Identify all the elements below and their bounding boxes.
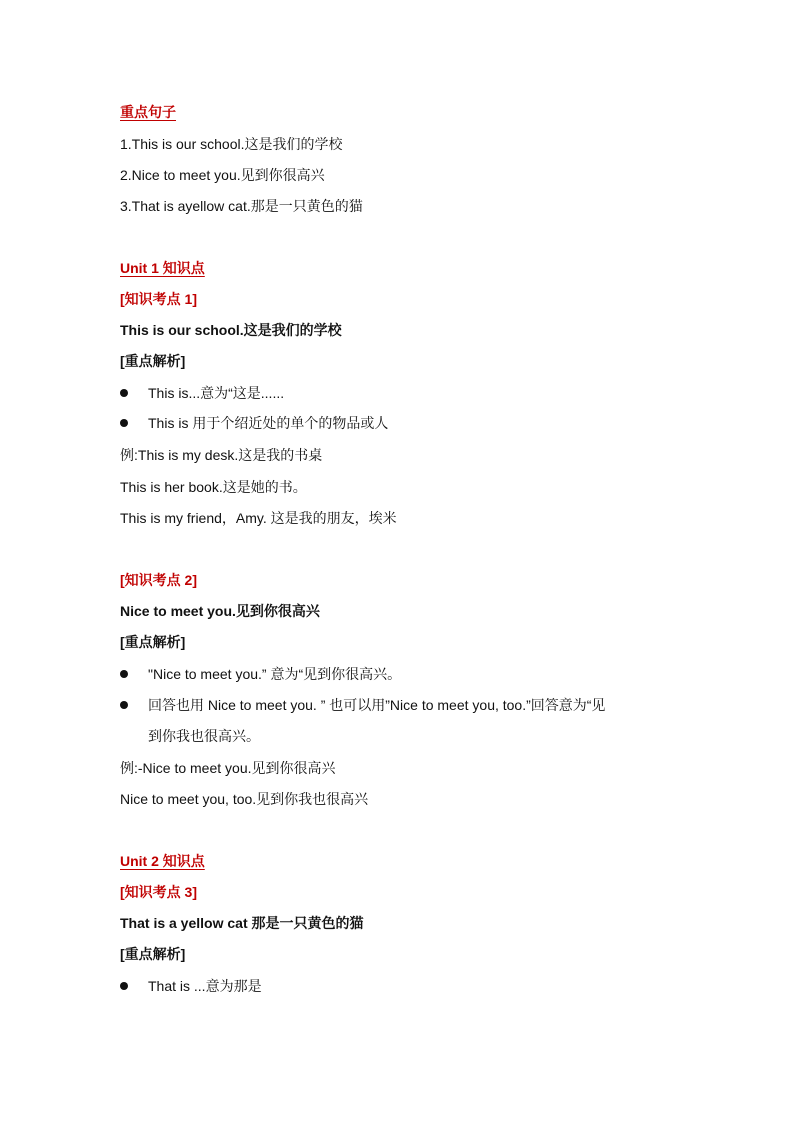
bullet-icon [120, 389, 128, 397]
bullet-icon [120, 419, 128, 427]
bullet-icon [120, 701, 128, 709]
bullet-icon [120, 982, 128, 990]
bullet-text: That is ...意为那是 [148, 978, 262, 994]
bullet-text: This is...意为“这是...... [148, 385, 285, 401]
bullet-icon [120, 670, 128, 678]
key-sentence-2: 2.Nice to meet you.见到你很高兴 [120, 167, 325, 183]
key-sentences-heading: 重点句子 [120, 104, 176, 120]
example-line: Nice to meet you, too.见到你我也很高兴 [120, 791, 369, 807]
example-line: 例:This is my desk.这是我的书桌 [120, 447, 323, 463]
knowledge-point-1-sentence: This is our school.这是我们的学校 [120, 322, 342, 338]
knowledge-point-3-sentence: That is a yellow cat 那是一只黄色的猫 [120, 915, 364, 931]
example-line: This is my friend，Amy. 这是我的朋友，埃米 [120, 510, 397, 526]
key-sentence-3: 3.That is ayellow cat.那是一只黄色的猫 [120, 198, 363, 214]
bullet-text: This is 用于个绍近处的单个的物品或人 [148, 415, 389, 431]
unit1-title: Unit 1 知识点 [120, 260, 205, 276]
key-sentence-1: 1.This is our school.这是我们的学校 [120, 136, 343, 152]
knowledge-point-1-label: [知识考点 1] [120, 291, 197, 307]
knowledge-point-3-label: [知识考点 3] [120, 884, 197, 900]
analysis-label-1: [重点解析] [120, 353, 186, 369]
analysis-label-3: [重点解析] [120, 946, 186, 962]
example-line: 例:-Nice to meet you.见到你很高兴 [120, 760, 336, 776]
bullet-continuation: 到你我也很高兴。 [148, 728, 260, 744]
knowledge-point-2-label: [知识考点 2] [120, 572, 197, 588]
analysis-label-2: [重点解析] [120, 634, 186, 650]
bullet-text: "Nice to meet you.” 意为“见到你很高兴。 [148, 666, 402, 682]
knowledge-point-2-sentence: Nice to meet you.见到你很高兴 [120, 603, 320, 619]
bullet-text: 回答也用 Nice to meet you. ” 也可以用”Nice to meet you, too.”回答意为“见 [148, 697, 606, 713]
example-line: This is her book.这是她的书。 [120, 479, 307, 495]
unit2-title: Unit 2 知识点 [120, 853, 205, 869]
